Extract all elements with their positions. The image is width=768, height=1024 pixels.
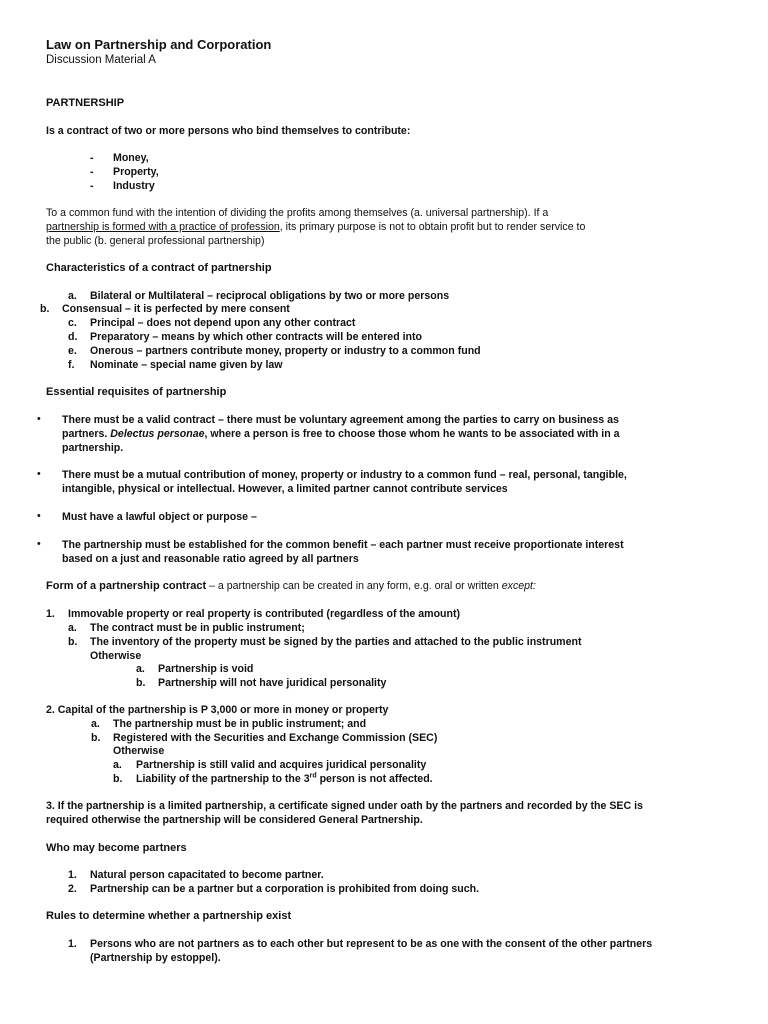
profession-underlined: partnership is formed with a practice of profession — [46, 221, 280, 233]
bullet-icon: • — [37, 510, 41, 522]
list-item: Partnership is still valid and acquires juridical personality — [136, 759, 427, 771]
list-item: Partnership can be a partner but a corporation is prohibited from doing such. — [90, 883, 480, 895]
list-marker: a. — [113, 759, 122, 771]
section-heading-rules: Rules to determine whether a partnership exist — [46, 910, 292, 922]
requisite-1-text: , where a person is free to choose those whom he wants to be associated with in a — [204, 428, 620, 440]
section-heading-characteristics: Characteristics of a contract of partnership — [46, 262, 272, 274]
list-marker: e. — [68, 345, 77, 357]
requisite-3: Must have a lawful object or purpose – — [62, 511, 257, 523]
list-item: The partnership must be in public instrument; and — [113, 718, 367, 730]
form-heading-bold: Form of a partnership contract — [46, 580, 207, 592]
list-item: Nominate – special name given by law — [90, 359, 283, 371]
section-heading-requisites: Essential requisites of partnership — [46, 386, 227, 398]
bullet-icon: • — [37, 413, 41, 425]
section-heading-who: Who may become partners — [46, 842, 187, 854]
list-item: Money, — [113, 152, 149, 164]
bullet-icon: • — [37, 468, 41, 480]
requisite-1-line1: There must be a valid contract – there must be voluntary agreement among the parties to carry on business as — [62, 414, 619, 426]
list-marker: a. — [68, 622, 77, 634]
requisite-4-line1: The partnership must be established for the common benefit – each partner must receive proportionate interest — [62, 539, 624, 551]
fund-paragraph-line1: To a common fund with the intention of dividing the profits among themselves (a. universal partnership). If a — [46, 207, 549, 219]
list-marker: b. — [68, 636, 78, 648]
delectus-personae-italic: Delectus personae — [110, 428, 205, 440]
list-item: Bilateral or Multilateral – reciprocal obligations by two or more persons — [90, 290, 450, 302]
list-marker: 1. — [68, 869, 77, 881]
list-marker: 2. — [68, 883, 77, 895]
list-dash: - — [90, 152, 94, 164]
requisite-1-text: partners. — [62, 428, 111, 440]
list-marker: 1. — [46, 608, 55, 620]
list-item: Property, — [113, 166, 159, 178]
list-marker: a. — [68, 290, 77, 302]
otherwise-label: Otherwise — [90, 650, 142, 662]
list-dash: - — [90, 166, 94, 178]
list-item: Consensual – it is perfected by mere consent — [62, 303, 290, 315]
document-subtitle: Discussion Material A — [46, 54, 156, 66]
list-item: Partnership is void — [158, 663, 254, 675]
list-item: The inventory of the property must be signed by the parties and attached to the public instrument — [90, 636, 582, 648]
list-marker: b. — [91, 732, 101, 744]
fund-paragraph-line3: the public (b. general professional partnership) — [46, 235, 265, 247]
document-title: Law on Partnership and Corporation — [46, 37, 272, 52]
section-heading-partnership: PARTNERSHIP — [46, 97, 125, 109]
fund-paragraph-line2-rest: , its primary purpose is not to obtain profit but to render service to — [279, 221, 586, 233]
list-marker: 1. — [68, 938, 77, 950]
list-item: Natural person capacitated to become partner. — [90, 869, 324, 881]
requisite-1-line2 — [62, 428, 620, 442]
fund-paragraph-line2 — [46, 221, 585, 235]
list-marker: b. — [113, 773, 123, 785]
list-dash: - — [90, 180, 94, 192]
bullet-icon: • — [37, 538, 41, 550]
rule-3-line2: required otherwise the partnership will be considered General Partnership. — [46, 814, 423, 826]
list-item: Partnership will not have juridical personality — [158, 677, 387, 689]
list-item — [136, 773, 433, 787]
requisite-4-line2: based on a just and reasonable ratio agreed by all partners — [62, 553, 359, 565]
rule-3-line1: 3. If the partnership is a limited partnership, a certificate signed under oath by the partners and recorded by the SEC is — [46, 800, 643, 812]
requisite-2-line2: intangible, physical or intellectual. However, a limited partner cannot contribute services — [62, 483, 508, 495]
requisite-2-line1: There must be a mutual contribution of money, property or industry to a common fund – real, personal, tangible, — [62, 469, 627, 481]
list-marker: a. — [136, 663, 145, 675]
rule-1-title: Immovable property or real property is contributed (regardless of the amount) — [68, 608, 461, 620]
rule-item-line2: (Partnership by estoppel). — [90, 952, 221, 964]
list-marker: a. — [91, 718, 100, 730]
superscript: rd — [309, 772, 317, 780]
list-marker: b. — [40, 303, 50, 315]
list-item: Preparatory – means by which other contracts will be entered into — [90, 331, 423, 343]
list-item: Registered with the Securities and Exchange Commission (SEC) — [113, 732, 438, 744]
list-item: Onerous – partners contribute money, property or industry to a common fund — [90, 345, 481, 357]
rule-item-line1: Persons who are not partners as to each other but represent to be as one with the consent of the other partners — [90, 938, 653, 950]
form-heading — [46, 580, 536, 594]
list-marker: f. — [68, 359, 75, 371]
list-item: Industry — [113, 180, 155, 192]
list-marker: b. — [136, 677, 146, 689]
rule-2-title: 2. Capital of the partnership is P 3,000 or more in money or property — [46, 704, 389, 716]
list-item: The contract must be in public instrument; — [90, 622, 305, 634]
consequence-text: person is not affected. — [316, 773, 433, 785]
consequence-text: Liability of the partnership to the 3 — [136, 773, 310, 785]
otherwise-label: Otherwise — [113, 745, 165, 757]
list-marker: c. — [68, 317, 77, 329]
requisite-1-line3: partnership. — [62, 442, 124, 454]
list-marker: d. — [68, 331, 78, 343]
form-heading-rest: – a partnership can be created in any form, e.g. oral or written — [206, 580, 502, 592]
partnership-definition: Is a contract of two or more persons who bind themselves to contribute: — [46, 125, 411, 137]
list-item: Principal – does not depend upon any other contract — [90, 317, 356, 329]
form-heading-italic: except: — [501, 580, 536, 592]
